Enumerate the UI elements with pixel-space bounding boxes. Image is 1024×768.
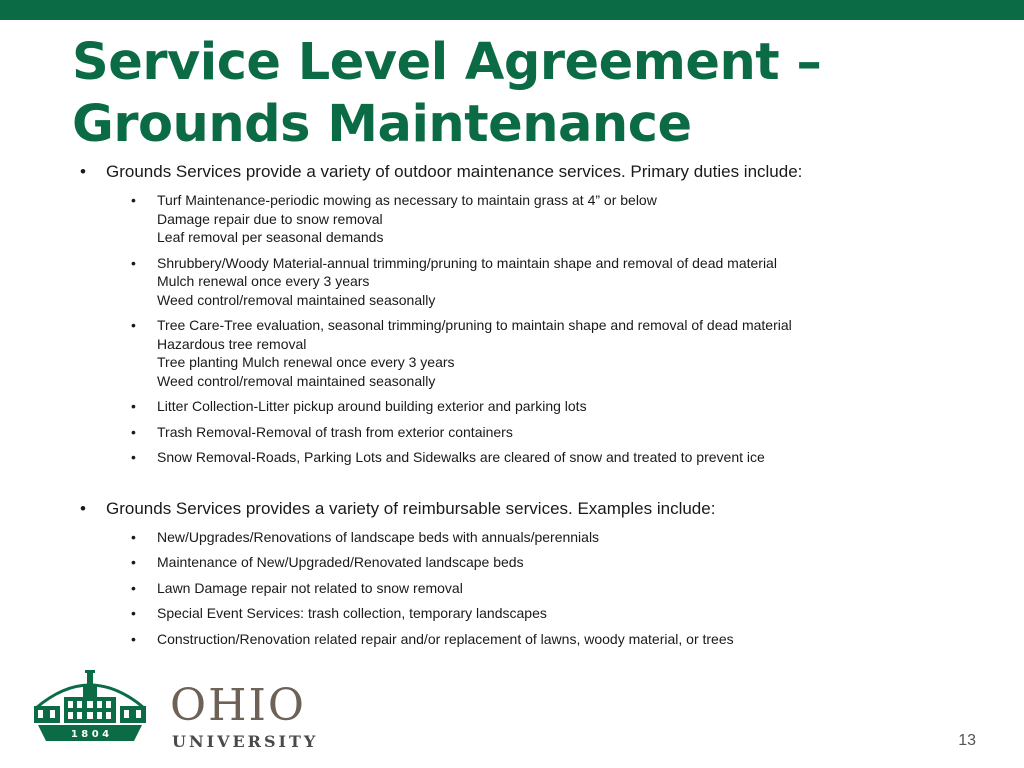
reimbursable-list xyxy=(80,528,980,649)
list-item-line: • Turf Maintenance-periodic mowing as necessary to maintain grass at 4” or below xyxy=(157,192,657,208)
list-item-line: Tree planting Mulch renewal once every 3 years xyxy=(157,354,455,370)
section-reimbursable-services xyxy=(80,497,980,649)
list-item-line: • Construction/Renovation related repair and/or replacement of lawns, woody material, or trees xyxy=(157,630,734,647)
list-item-line: • Special Event Services: trash collection, temporary landscapes xyxy=(157,605,547,621)
list-item-line: Weed control/removal maintained seasonally xyxy=(157,372,436,389)
logo-subtext: UNIVERSITY xyxy=(172,732,319,751)
list-item xyxy=(80,604,980,623)
slide-title-line-2: Grounds Maintenance xyxy=(72,95,692,154)
list-item-line: • Snow Removal-Roads, Parking Lots and Sidewalks are cleared of snow and treated to prevent ice xyxy=(157,449,765,465)
section-primary-duties xyxy=(80,160,980,467)
list-item xyxy=(80,423,980,442)
duties-list xyxy=(80,191,980,467)
list-item xyxy=(80,397,980,416)
list-item xyxy=(80,316,980,390)
list-item xyxy=(80,630,980,649)
list-item-line: • Shrubbery/Woody Material-annual trimming/pruning to maintain shape and removal of dead material xyxy=(157,254,777,271)
slide-body xyxy=(80,160,980,655)
top-accent-bar xyxy=(0,0,1024,20)
list-item-line: Hazardous tree removal xyxy=(157,335,307,352)
university-seal-icon xyxy=(34,670,146,741)
list-item-line: • Trash Removal-Removal of trash from exterior containers xyxy=(157,423,513,440)
list-item-line: • Lawn Damage repair not related to snow removal xyxy=(157,579,463,596)
logo-wordmark: OHIO xyxy=(170,680,306,731)
list-item-line: Mulch renewal once every 3 years xyxy=(157,273,370,289)
list-item-line: • Tree Care-Tree evaluation, seasonal trimming/pruning to maintain shape and removal of dead material xyxy=(157,317,792,333)
seal-year: 1 8 0 4 xyxy=(70,729,110,740)
list-item xyxy=(80,553,980,572)
bullet-intro: • Grounds Services provide a variety of outdoor maintenance services. Primary duties include: xyxy=(80,160,980,184)
slide-title-line-1: Service Level Agreement – xyxy=(72,33,822,92)
list-item-line: • Maintenance of New/Upgraded/Renovated landscape beds xyxy=(157,554,524,570)
ohio-university-logo xyxy=(30,668,330,752)
list-item-line: Leaf removal per seasonal demands xyxy=(157,229,384,245)
list-item-line: • Litter Collection-Litter pickup around building exterior and parking lots xyxy=(157,398,587,414)
list-item xyxy=(80,191,980,247)
list-item-line: Weed control/removal maintained seasonally xyxy=(157,291,436,308)
list-item-line: Damage repair due to snow removal xyxy=(157,210,383,227)
slide-title xyxy=(72,32,821,156)
bullet-intro: • Grounds Services provides a variety of reimbursable services. Examples include: xyxy=(80,497,980,521)
list-item-line: • New/Upgrades/Renovations of landscape beds with annuals/perennials xyxy=(157,528,600,545)
page-number: 13 xyxy=(958,732,976,749)
list-item xyxy=(80,528,980,547)
list-item xyxy=(80,448,980,467)
list-item xyxy=(80,579,980,598)
list-item xyxy=(80,254,980,310)
